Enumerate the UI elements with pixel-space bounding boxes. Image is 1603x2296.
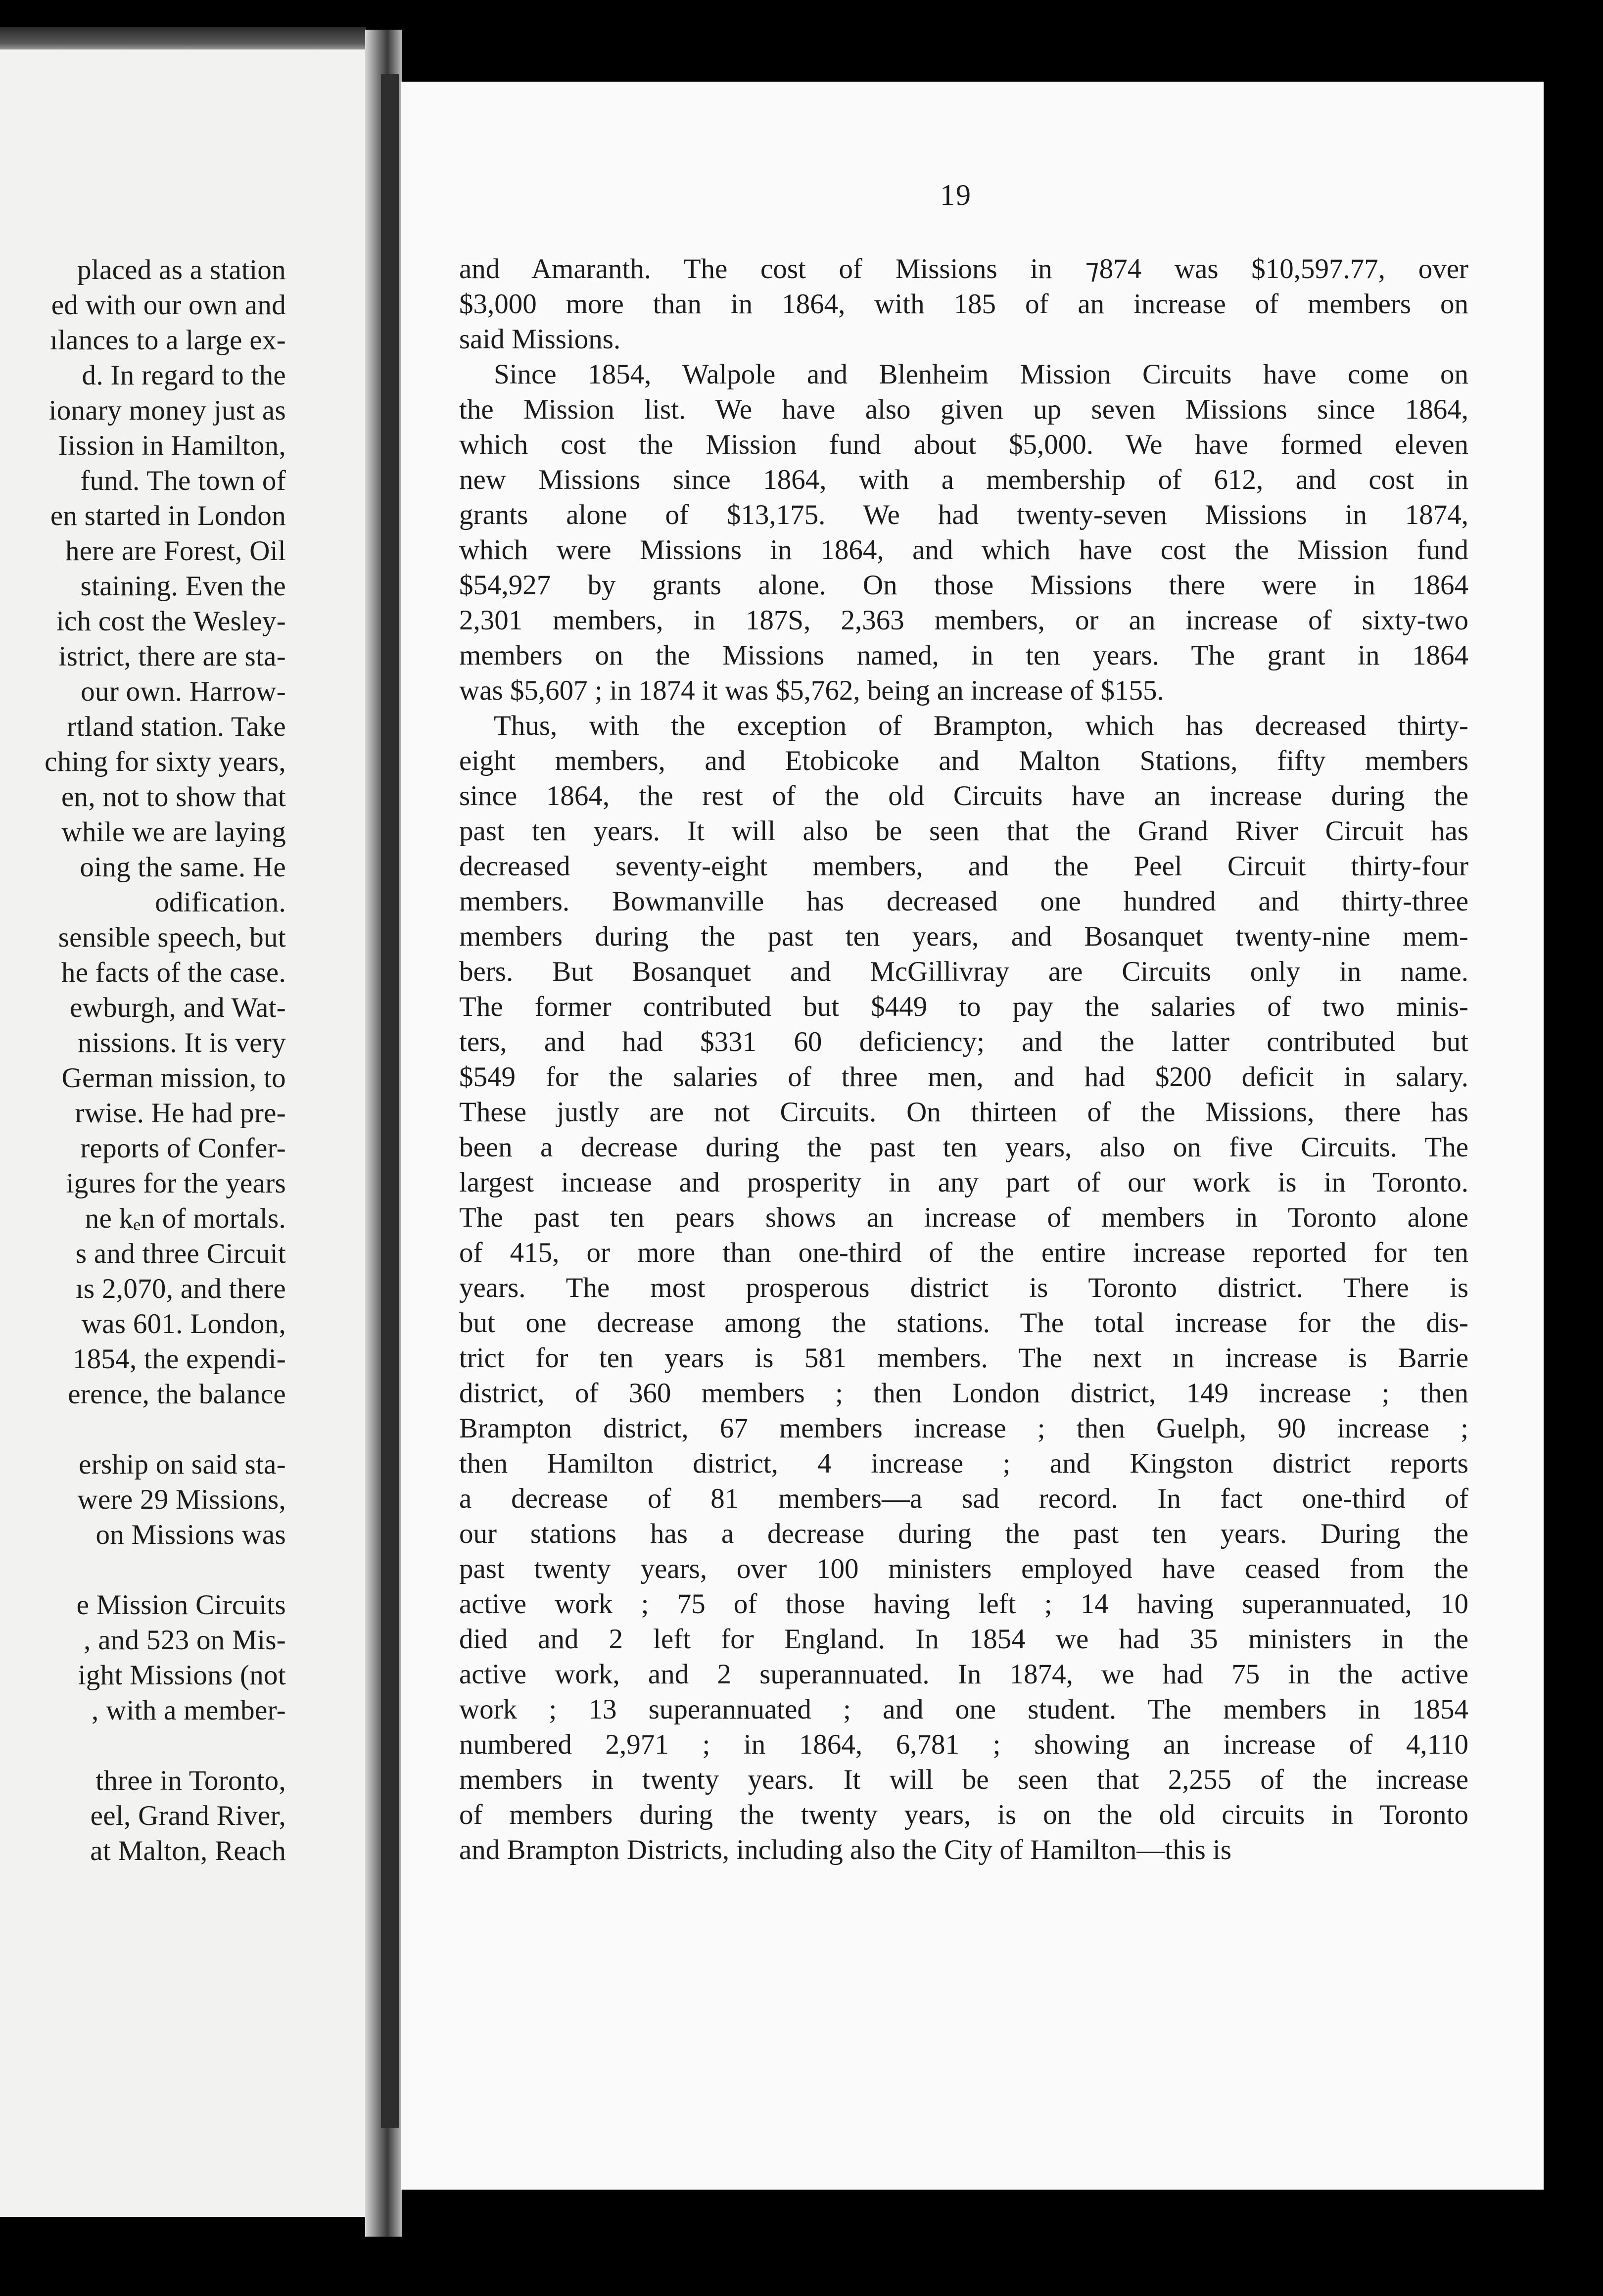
body-line: years. The most prosperous district is Toronto district. There is <box>459 1272 1468 1303</box>
body-line: bers. But Bosanquet and McGillivray are Circuits only in name. <box>459 956 1468 987</box>
left-page <box>0 49 365 2217</box>
left-page-line <box>0 1412 286 1447</box>
body-line: was $5,607 ; in 1874 it was $5,762, being an increase of $155. <box>459 675 1164 706</box>
body-line: Brampton district, 67 members increase ; then Guelph, 90 increase ; <box>459 1413 1468 1444</box>
body-line: district, of 360 members ; then London district, 149 increase ; then <box>459 1378 1468 1409</box>
page-body-text <box>459 251 1468 1867</box>
body-line: new Missions since 1864, with a membership of 612, and cost in <box>459 464 1468 495</box>
body-line: The past ten pears shows an increase of members in Toronto alone <box>459 1202 1468 1233</box>
left-page-line: ching for sixty years, <box>45 746 286 777</box>
body-line: decreased seventy-eight members, and the Peel Circuit thirty-four <box>459 851 1468 882</box>
body-line: largest incıease and prosperity in any part of our work is in Toronto. <box>459 1167 1468 1198</box>
left-page-line: here are Forest, Oil <box>65 535 286 567</box>
left-page-line: , with a member- <box>91 1695 286 1726</box>
body-line: been a decrease during the past ten years, also on five Circuits. The <box>459 1132 1468 1163</box>
left-page-line: rtland station. Take <box>67 711 286 742</box>
left-page-line: at Malton, Reach <box>90 1835 286 1866</box>
left-page-line: while we are laying <box>61 816 286 848</box>
body-line: trict for ten years is 581 members. The next ın increase is Barrie <box>459 1342 1468 1374</box>
left-page-line: ed with our own and <box>51 289 286 321</box>
left-page-line: e Mission Circuits <box>76 1589 286 1621</box>
left-page-line: ıs 2,070, and there <box>75 1273 286 1304</box>
left-page-line: rwise. He had pre- <box>75 1098 286 1129</box>
left-page-line: en started in London <box>50 500 286 531</box>
left-page-line: igures for the years <box>66 1168 286 1199</box>
left-page-line: three in Toronto, <box>95 1765 286 1796</box>
body-line: active work, and 2 superannuated. In 1874, we had 75 in the active <box>459 1659 1468 1690</box>
left-page-line <box>0 1728 286 1763</box>
body-line: said Missions. <box>459 324 621 355</box>
body-line: active work ; 75 of those having left ; 14 having superannuated, 10 <box>459 1588 1468 1620</box>
body-line: but one decrease among the stations. The total increase for the dis- <box>459 1307 1468 1339</box>
body-line: a decrease of 81 members—a sad record. In fact one-third of <box>459 1483 1468 1514</box>
body-line: Since 1854, Walpole and Blenheim Mission Circuits have come on <box>494 359 1468 390</box>
left-page-line: 1854, the expendi- <box>72 1343 286 1375</box>
left-page-line: en, not to show that <box>61 781 286 813</box>
body-line: of 415, or more than one-third of the entire increase reported for ten <box>459 1237 1468 1268</box>
body-line: work ; 13 superannuated ; and one student. The members in 1854 <box>459 1694 1468 1725</box>
body-line: numbered 2,971 ; in 1864, 6,781 ; showing an increase of 4,110 <box>459 1729 1468 1760</box>
body-line: and Amaranth. The cost of Missions in ⁊874 was $10,597.77, over <box>459 253 1468 285</box>
body-line: $549 for the salaries of three men, and had $200 deficit in salary. <box>459 1061 1468 1093</box>
left-page-line: our own. Harrow- <box>81 676 286 707</box>
body-line: past twenty years, over 100 ministers employed have ceased from the <box>459 1553 1468 1584</box>
body-line: ters, and had $331 60 deficiency; and the latter contributed but <box>459 1026 1468 1057</box>
left-page-line: was 601. London, <box>81 1308 286 1339</box>
body-line: These justly are not Circuits. On thirteen of the Missions, there has <box>459 1097 1468 1128</box>
left-page-line: ich cost the Wesley- <box>56 606 286 637</box>
left-page-line: ne kₑn of mortals. <box>85 1203 286 1234</box>
left-page-line: on Missions was <box>95 1519 286 1550</box>
body-line: eight members, and Etobicoke and Malton Stations, fifty members <box>459 745 1468 776</box>
left-page-line: staining. Even the <box>80 571 286 602</box>
left-page-line: were 29 Missions, <box>77 1484 286 1515</box>
book-spine-shadow <box>381 74 399 2128</box>
body-line: which cost the Mission fund about $5,000. We have formed eleven <box>459 429 1468 460</box>
left-page-line: placed as a station <box>77 254 286 286</box>
body-line: our stations has a decrease during the past ten years. During the <box>459 1518 1468 1549</box>
body-line: $3,000 more than in 1864, with 185 of an increase of members on <box>459 288 1468 320</box>
left-page-line: fund. The town of <box>80 465 286 496</box>
body-line: and Brampton Districts, including also the City of Hamilton—this is <box>459 1834 1232 1866</box>
body-line: then Hamilton district, 4 increase ; and Kingston district reports <box>459 1448 1468 1479</box>
left-page-text <box>0 252 286 1868</box>
left-page-line: odification. <box>155 887 286 918</box>
left-page-line: , and 523 on Mis- <box>84 1625 286 1656</box>
body-line: of members during the twenty years, is on the old circuits in Toronto <box>459 1799 1468 1830</box>
left-page-line: ılances to a large ex- <box>49 325 286 356</box>
body-line: past ten years. It will also be seen that the Grand River Circuit has <box>459 815 1468 847</box>
left-page-line: eel, Grand River, <box>90 1800 286 1831</box>
body-line: died and 2 left for England. In 1854 we had 35 ministers in the <box>459 1624 1468 1655</box>
left-page-line: ionary money just as <box>48 395 286 426</box>
body-line: 2,301 members, in 187S, 2,363 members, or an increase of sixty-two <box>459 605 1468 636</box>
left-page-line: erence, the balance <box>68 1379 286 1410</box>
left-page-line: d. In regard to the <box>82 360 286 391</box>
left-page-line: Iission in Hamilton, <box>58 430 286 461</box>
body-line: members in twenty years. It will be seen that 2,255 of the increase <box>459 1764 1468 1795</box>
body-line: grants alone of $13,175. We had twenty-seven Missions in 1874, <box>459 499 1468 530</box>
body-line: Thus, with the exception of Brampton, which has decreased thirty- <box>494 710 1468 741</box>
left-page-line: he facts of the case. <box>61 957 286 988</box>
body-line: members during the past ten years, and Bosanquet twenty-nine mem- <box>459 921 1468 952</box>
body-line: The former contributed but $449 to pay the salaries of two minis- <box>459 991 1468 1022</box>
left-page-line: ership on said sta- <box>79 1449 286 1480</box>
body-line: the Mission list. We have also given up seven Missions since 1864, <box>459 394 1468 425</box>
body-line: $54,927 by grants alone. On those Missions there were in 1864 <box>459 570 1468 601</box>
left-page-line: German mission, to <box>61 1062 286 1094</box>
left-page-line: oing the same. He <box>80 852 286 883</box>
left-page-line: ewburgh, and Wat- <box>70 992 286 1023</box>
left-page-line: s and three Circuit <box>75 1238 286 1269</box>
left-page-line: reports of Confer- <box>80 1133 286 1164</box>
body-line: which were Missions in 1864, and which have cost the Mission fund <box>459 534 1468 566</box>
left-page-line: nissions. It is very <box>78 1027 286 1058</box>
left-page-line: ight Missions (not <box>78 1660 286 1691</box>
body-line: since 1864, the rest of the old Circuits have an increase during the <box>459 780 1468 812</box>
left-page-line: sensible speech, but <box>58 922 286 953</box>
body-line: members on the Missions named, in ten years. The grant in 1864 <box>459 640 1468 671</box>
page-number: 19 <box>940 179 972 211</box>
left-page-line: istrict, there are sta- <box>58 641 286 672</box>
body-line: members. Bowmanville has decreased one hundred and thirty-three <box>459 886 1468 917</box>
left-page-line <box>0 1552 286 1587</box>
